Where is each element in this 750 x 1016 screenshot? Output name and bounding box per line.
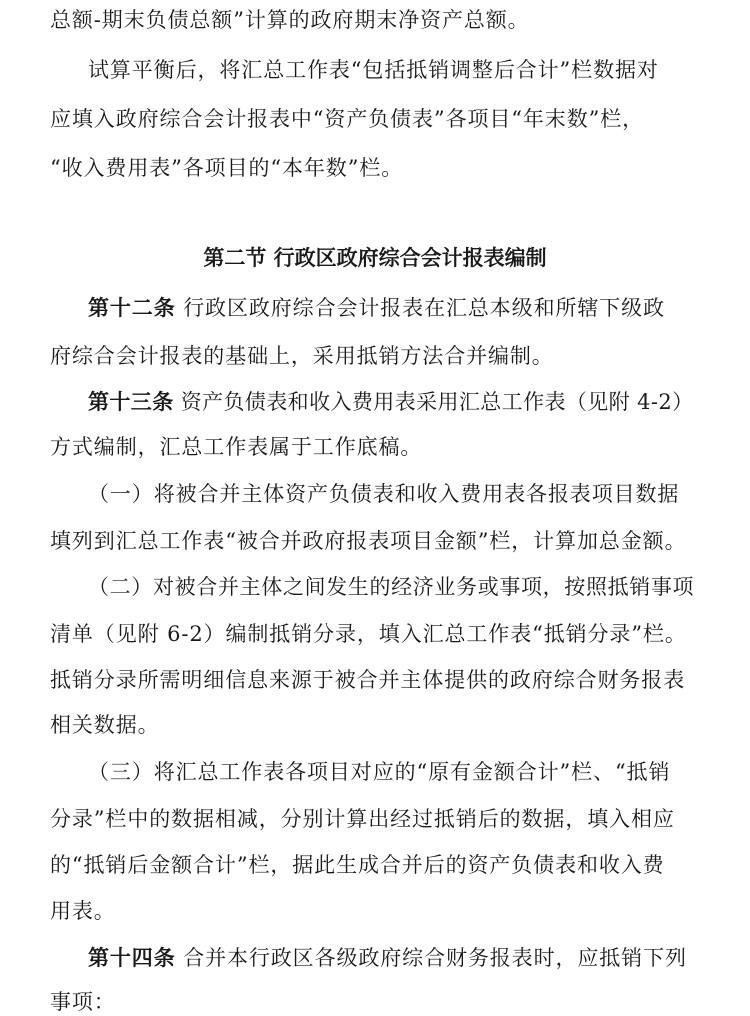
paragraph-line: 府综合会计报表的基础上，采用抵销方法合并编制。	[50, 344, 554, 368]
article-13-line-1	[88, 388, 694, 416]
paragraph-line: （一）将被合并主体资产负债表和收入费用表各报表项目数据	[88, 482, 680, 506]
article-text: 合并本行政区各级政府综合财务报表时，应抵销下列	[183, 946, 687, 970]
article-text: 资产负债表和收入费用表采用汇总工作表（见附 4-2）	[180, 390, 694, 414]
paragraph-line: （三）将汇总工作表各项目对应的“原有金额合计”栏、“抵销	[88, 760, 671, 784]
paragraph-line: 抵销分录所需明细信息来源于被合并主体提供的政府综合财务报表	[50, 668, 686, 692]
paragraph-line: （二）对被合并主体之间发生的经济业务或事项，按照抵销事项	[88, 575, 695, 599]
paragraph-line: 分录”栏中的数据相减，分别计算出经过抵销后的数据，填入相应	[50, 807, 675, 831]
article-text: 行政区政府综合会计报表在汇总本级和所辖下级政	[183, 296, 665, 320]
article-12-line-1	[88, 294, 665, 322]
paragraph-line: 填列到汇总工作表“被合并政府报表项目金额”栏，计算加总金额。	[50, 529, 687, 553]
paragraph-line: 用表。	[50, 899, 116, 923]
article-label: 第十三条	[88, 390, 174, 414]
paragraph-line: 总额-期末负债总额”计算的政府期末净资产总额。	[50, 8, 530, 32]
paragraph-line: 相关数据。	[50, 713, 160, 737]
paragraph-line: 应填入政府综合会计报表中“资产负债表”各项目“年末数”栏，	[50, 107, 645, 131]
article-14-line-1	[88, 944, 687, 972]
section-title: 第二节 行政区政府综合会计报表编制	[203, 246, 547, 270]
paragraph-line: 的“抵销后金额合计”栏，据此生成合并后的资产负债表和收入费	[50, 853, 665, 877]
article-label: 第十二条	[88, 296, 176, 320]
paragraph-line: 试算平衡后，将汇总工作表“包括抵销调整后合计”栏数据对	[88, 58, 659, 82]
paragraph-line: 清单（见附 6-2）编制抵销分录，填入汇总工作表“抵销分录”栏。	[50, 622, 687, 646]
paragraph-line: “收入费用表”各项目的“本年数”栏。	[50, 156, 404, 180]
paragraph-line: 方式编制，汇总工作表属于工作底稿。	[50, 435, 423, 459]
article-label: 第十四条	[88, 946, 176, 970]
paragraph-line: 事项：	[50, 990, 116, 1014]
